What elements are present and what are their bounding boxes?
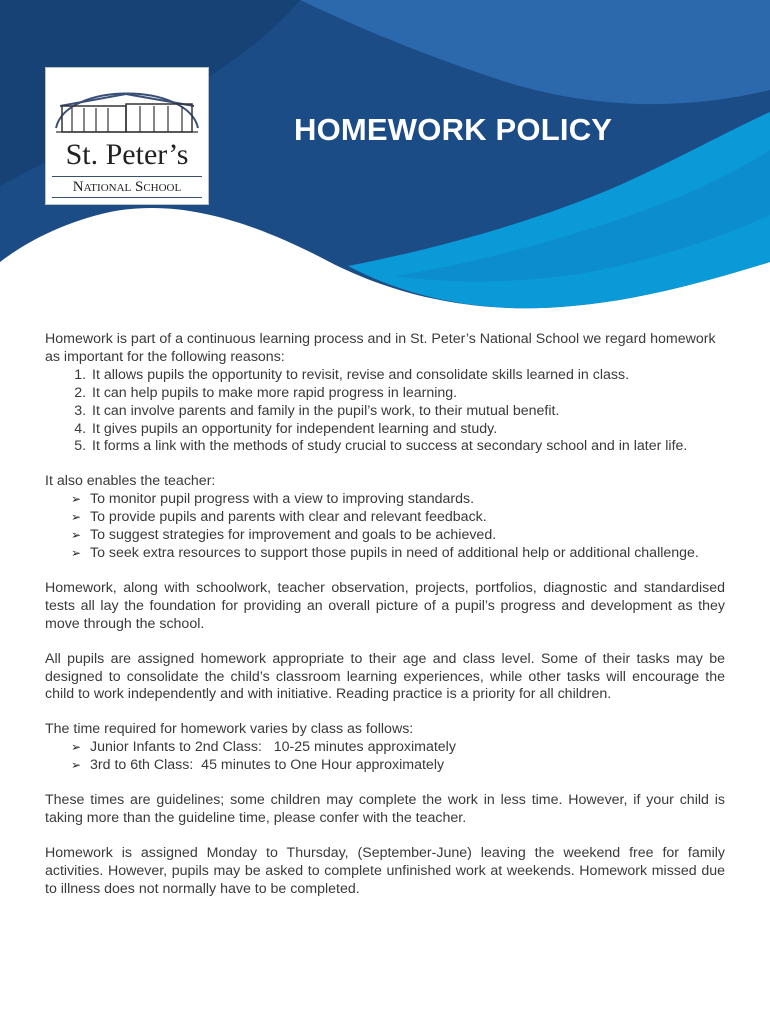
intro-paragraph: Homework is part of a continuous learning process and in St. Peter’s National School we regard homework as important for the following reasons: bbox=[45, 331, 716, 365]
paragraph-all-pupils: All pupils are assigned homework appropriate to their age and class level. Some of their tasks may be designed to consolidate the child’s classroom learning experiences, while other tasks will encourage the child to work independently and with initiative. Reading practice is a priority for all children. bbox=[45, 650, 725, 703]
list-item: ➢ To suggest strategies for improvement and goals to be achieved. bbox=[71, 527, 725, 545]
paragraph-guidelines: These times are guidelines; some children may complete the work in less time. However, if your child is taking more than the guideline time, please confer with the teacher. bbox=[45, 792, 725, 826]
list-item: 4. It gives pupils an opportunity for independent learning and study. bbox=[90, 421, 725, 439]
logo-text-national-school: National School bbox=[52, 176, 202, 198]
policy-body bbox=[45, 331, 725, 899]
list-item: ➢ Junior Infants to 2nd Class: 10-25 minutes approximately bbox=[71, 739, 725, 757]
list-item: ➢ 3rd to 6th Class: 45 minutes to One Hour approximately bbox=[71, 757, 725, 775]
school-logo bbox=[45, 67, 209, 205]
paragraph-homework-along: Homework, along with schoolwork, teacher observation, projects, portfolios, diagnostic and standardised tests all lay the foundation for providing an overall picture of a pupil’s progress and development as they move through the school. bbox=[45, 579, 725, 632]
teacher-intro: It also enables the teacher: bbox=[45, 473, 216, 490]
logo-text-st-peters: St. Peter’s bbox=[65, 138, 189, 171]
list-item: ➢ To provide pupils and parents with clear and relevant feedback. bbox=[71, 509, 725, 527]
time-intro: The time required for homework varies by class as follows: bbox=[45, 721, 414, 738]
time-points-list bbox=[45, 739, 725, 775]
reasons-list bbox=[45, 367, 725, 457]
paragraph-assigned: Homework is assigned Monday to Thursday, (September-June) leaving the weekend free for family activities. However, pupils may be asked to complete unfinished work at weekends. Homework missed due to illness does not normally have to be completed. bbox=[45, 844, 725, 897]
list-item: 3. It can involve parents and family in the pupil’s work, to their mutual benefit. bbox=[90, 403, 725, 421]
teacher-points-list bbox=[45, 491, 725, 563]
list-item: 5. It forms a link with the methods of study crucial to success at secondary school and in later life. bbox=[90, 438, 725, 456]
list-item: ➢ To monitor pupil progress with a view to improving standards. bbox=[71, 491, 725, 509]
list-item: 2. It can help pupils to make more rapid progress in learning. bbox=[90, 385, 725, 403]
list-item: 1. It allows pupils the opportunity to revisit, revise and consolidate skills learned in class. bbox=[90, 367, 725, 385]
page-title: HOMEWORK POLICY bbox=[294, 112, 613, 147]
list-item: ➢ To seek extra resources to support those pupils in need of additional help or additional challenge. bbox=[71, 545, 725, 563]
